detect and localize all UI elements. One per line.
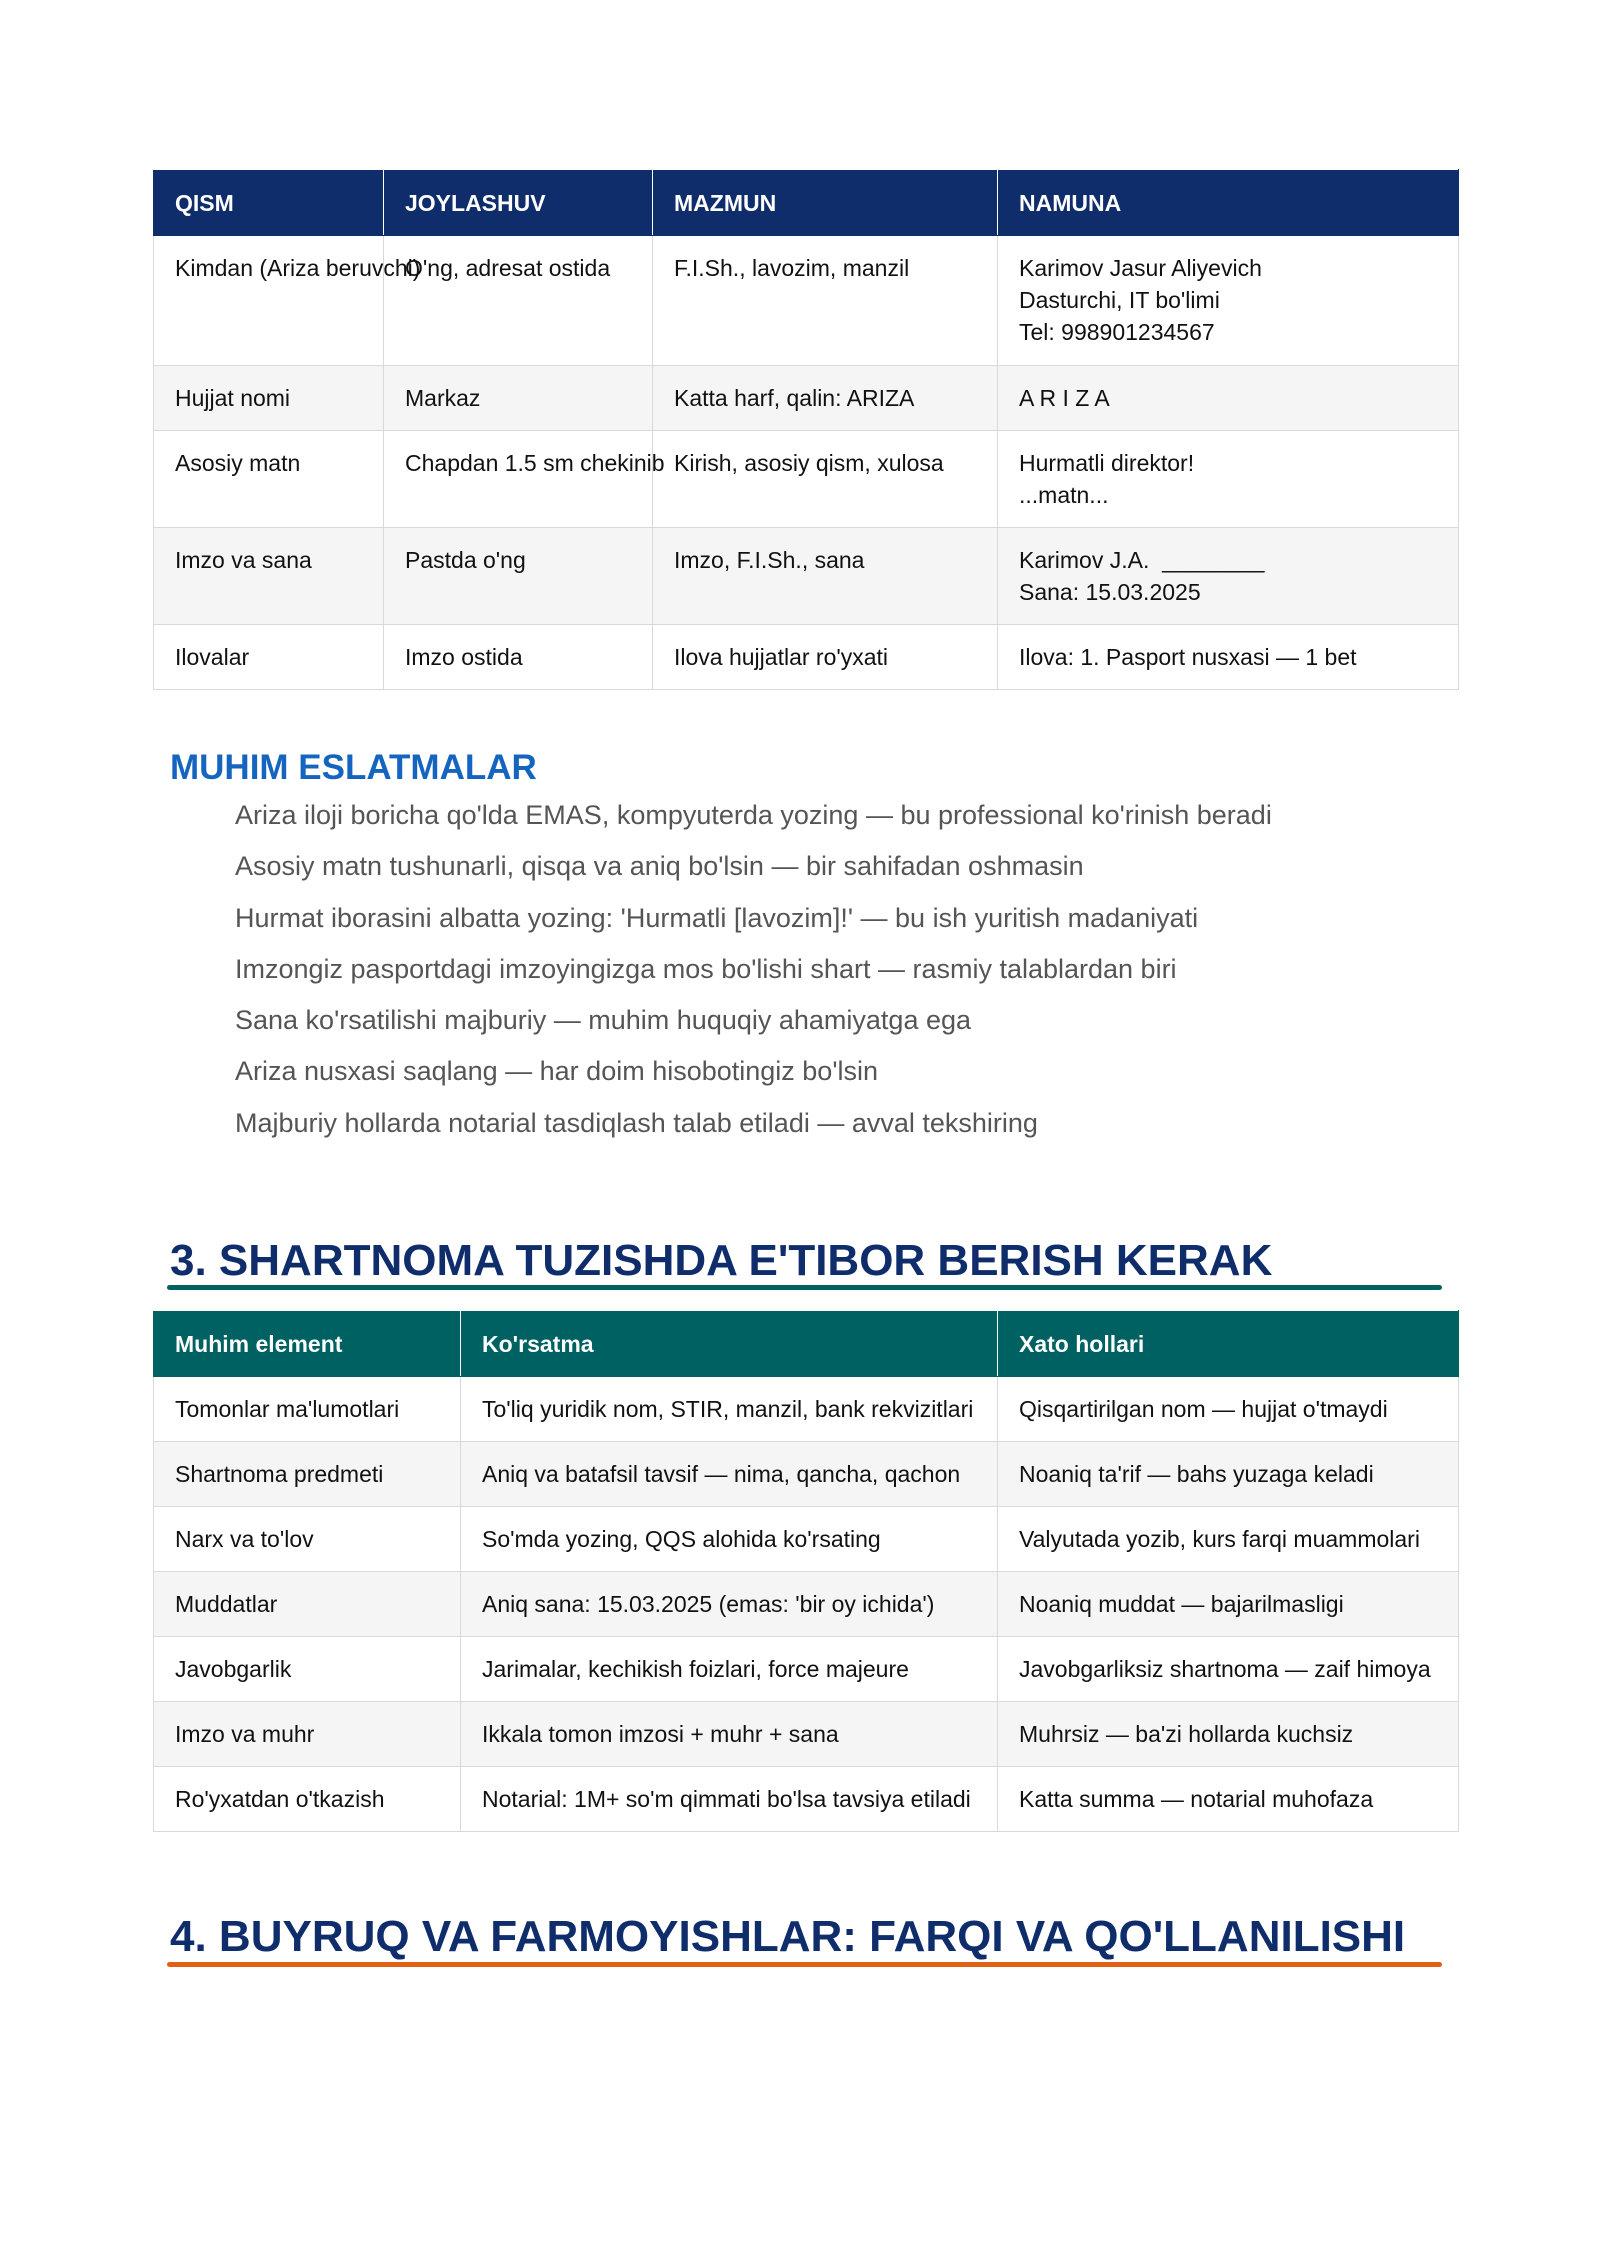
- table-cell: Qisqartirilgan nom — hujjat o'tmaydi: [998, 1377, 1459, 1442]
- list-item: Hurmat iborasini albatta yozing: 'Hurmatli [lavozim]!' — bu ish yuritish madaniyati: [235, 902, 1199, 933]
- list-item: Ariza iloji boricha qo'lda EMAS, kompyuterda yozing — bu professional ko'rinish beradi: [235, 800, 1272, 830]
- table-cell: Aniq sana: 15.03.2025 (emas: 'bir oy ichida'): [461, 1572, 998, 1637]
- column-header-mistakes: Xato hollari: [998, 1311, 1459, 1377]
- table-row: [154, 528, 1459, 625]
- list-item: Sana ko'rsatilishi majburiy — muhim huquqiy ahamiyatga ega: [235, 1005, 972, 1036]
- table-cell: F.I.Sh., lavozim, manzil: [653, 236, 998, 366]
- column-header-qism: QISM: [154, 170, 384, 236]
- table-cell: Ilovalar: [154, 625, 384, 690]
- table-row: [154, 1377, 1459, 1442]
- cell-line: Karimov Jasur Aliyevich: [1019, 255, 1262, 281]
- table-cell: Ilova hujjatlar ro'yxati: [653, 625, 998, 690]
- table-cell: Jarimalar, kechikish foizlari, force majeure: [461, 1637, 998, 1702]
- table-cell: Noaniq muddat — bajarilmasligi: [998, 1572, 1459, 1637]
- cell-line: Dasturchi, IT bo'limi: [1019, 287, 1220, 313]
- table-cell: [998, 431, 1459, 528]
- document-structure-table: [153, 169, 1459, 690]
- table-row: [154, 1442, 1459, 1507]
- column-header-namuna: NAMUNA: [998, 170, 1459, 236]
- table-cell: Noaniq ta'rif — bahs yuzaga keladi: [998, 1442, 1459, 1507]
- table-row: [154, 1767, 1459, 1832]
- table-cell: Katta summa — notarial muhofaza: [998, 1767, 1459, 1832]
- table-row: [154, 1637, 1459, 1702]
- column-header-joylashuv: JOYLASHUV: [384, 170, 653, 236]
- table-cell: Hujjat nomi: [154, 366, 384, 431]
- table-cell: Kirish, asosiy qism, xulosa: [653, 431, 998, 528]
- table-header-row: [154, 170, 1459, 236]
- column-header-instruction: Ko'rsatma: [461, 1311, 998, 1377]
- table-cell: Imzo va muhr: [154, 1702, 461, 1767]
- table-cell: Aniq va batafsil tavsif — nima, qancha, qachon: [461, 1442, 998, 1507]
- table-row: [154, 1702, 1459, 1767]
- table-cell: [998, 528, 1459, 625]
- table-cell: So'mda yozing, QQS alohida ko'rsating: [461, 1507, 998, 1572]
- table-cell: Muddatlar: [154, 1572, 461, 1637]
- table-cell: Katta harf, qalin: ARIZA: [653, 366, 998, 431]
- cell-line: Ilova: 1. Pasport nusxasi — 1 bet: [1019, 644, 1357, 670]
- cell-line: A R I Z A: [1019, 385, 1110, 411]
- table-header-row: [154, 1311, 1459, 1377]
- section-heading-4: 4. BUYRUQ VA FARMOYISHLAR: FARQI VA QO'LLANILISHI: [170, 1912, 1406, 1961]
- section-rule-4: [167, 1962, 1442, 1967]
- table-row: [154, 366, 1459, 431]
- notes-list: [235, 790, 1272, 1149]
- table-cell: Narx va to'lov: [154, 1507, 461, 1572]
- cell-line: Hurmatli direktor!: [1019, 450, 1195, 476]
- table-cell: Javobgarlik: [154, 1637, 461, 1702]
- table-cell: To'liq yuridik nom, STIR, manzil, bank rekvizitlari: [461, 1377, 998, 1442]
- table-cell: [998, 366, 1459, 431]
- table-cell: Muhrsiz — ba'zi hollarda kuchsiz: [998, 1702, 1459, 1767]
- table-row: [154, 1572, 1459, 1637]
- list-item: Ariza nusxasi saqlang — har doim hisobotingiz bo'lsin: [235, 1056, 878, 1087]
- table-cell: Chapdan 1.5 sm chekinib: [384, 431, 653, 528]
- table-cell: Ro'yxatdan o'tkazish: [154, 1767, 461, 1832]
- table-cell: O'ng, adresat ostida: [384, 236, 653, 366]
- section-rule-3: [167, 1285, 1442, 1290]
- table-cell: Asosiy matn: [154, 431, 384, 528]
- table-cell: Markaz: [384, 366, 653, 431]
- cell-line: ...matn...: [1019, 482, 1109, 508]
- notes-heading: MUHIM ESLATMALAR: [170, 748, 537, 787]
- list-item: Asosiy matn tushunarli, qisqa va aniq bo'lsin — bir sahifadan oshmasin: [235, 851, 1084, 882]
- list-item: Majburiy hollarda notarial tasdiqlash talab etiladi — avval tekshiring: [235, 1107, 1038, 1138]
- table-row: [154, 431, 1459, 528]
- table-cell: Imzo ostida: [384, 625, 653, 690]
- cell-line: Sana: 15.03.2025: [1019, 579, 1201, 605]
- column-header-element: Muhim element: [154, 1311, 461, 1377]
- cell-line: Karimov J.A. ________: [1019, 547, 1265, 573]
- table-cell: Imzo va sana: [154, 528, 384, 625]
- column-header-mazmun: MAZMUN: [653, 170, 998, 236]
- table-cell: Notarial: 1M+ so'm qimmati bo'lsa tavsiya etiladi: [461, 1767, 998, 1832]
- list-item: Imzongiz pasportdagi imzoyingizga mos bo'lishi shart — rasmiy talablardan biri: [235, 953, 1177, 984]
- cell-line: Tel: 998901234567: [1019, 319, 1215, 345]
- section-heading-3: 3. SHARTNOMA TUZISHDA E'TIBOR BERISH KERAK: [170, 1236, 1273, 1285]
- table-cell: Imzo, F.I.Sh., sana: [653, 528, 998, 625]
- table-cell: Javobgarliksiz shartnoma — zaif himoya: [998, 1637, 1459, 1702]
- table-cell: Tomonlar ma'lumotlari: [154, 1377, 461, 1442]
- table-cell: Kimdan (Ariza beruvchi): [154, 236, 384, 366]
- table-cell: [998, 236, 1459, 366]
- table-row: [154, 625, 1459, 690]
- table-cell: Shartnoma predmeti: [154, 1442, 461, 1507]
- table-cell: Pastda o'ng: [384, 528, 653, 625]
- table-cell: Ikkala tomon imzosi + muhr + sana: [461, 1702, 998, 1767]
- table-cell: Valyutada yozib, kurs farqi muammolari: [998, 1507, 1459, 1572]
- table-row: [154, 1507, 1459, 1572]
- table-cell: [998, 625, 1459, 690]
- contract-elements-table: [153, 1310, 1459, 1832]
- table-row: [154, 236, 1459, 366]
